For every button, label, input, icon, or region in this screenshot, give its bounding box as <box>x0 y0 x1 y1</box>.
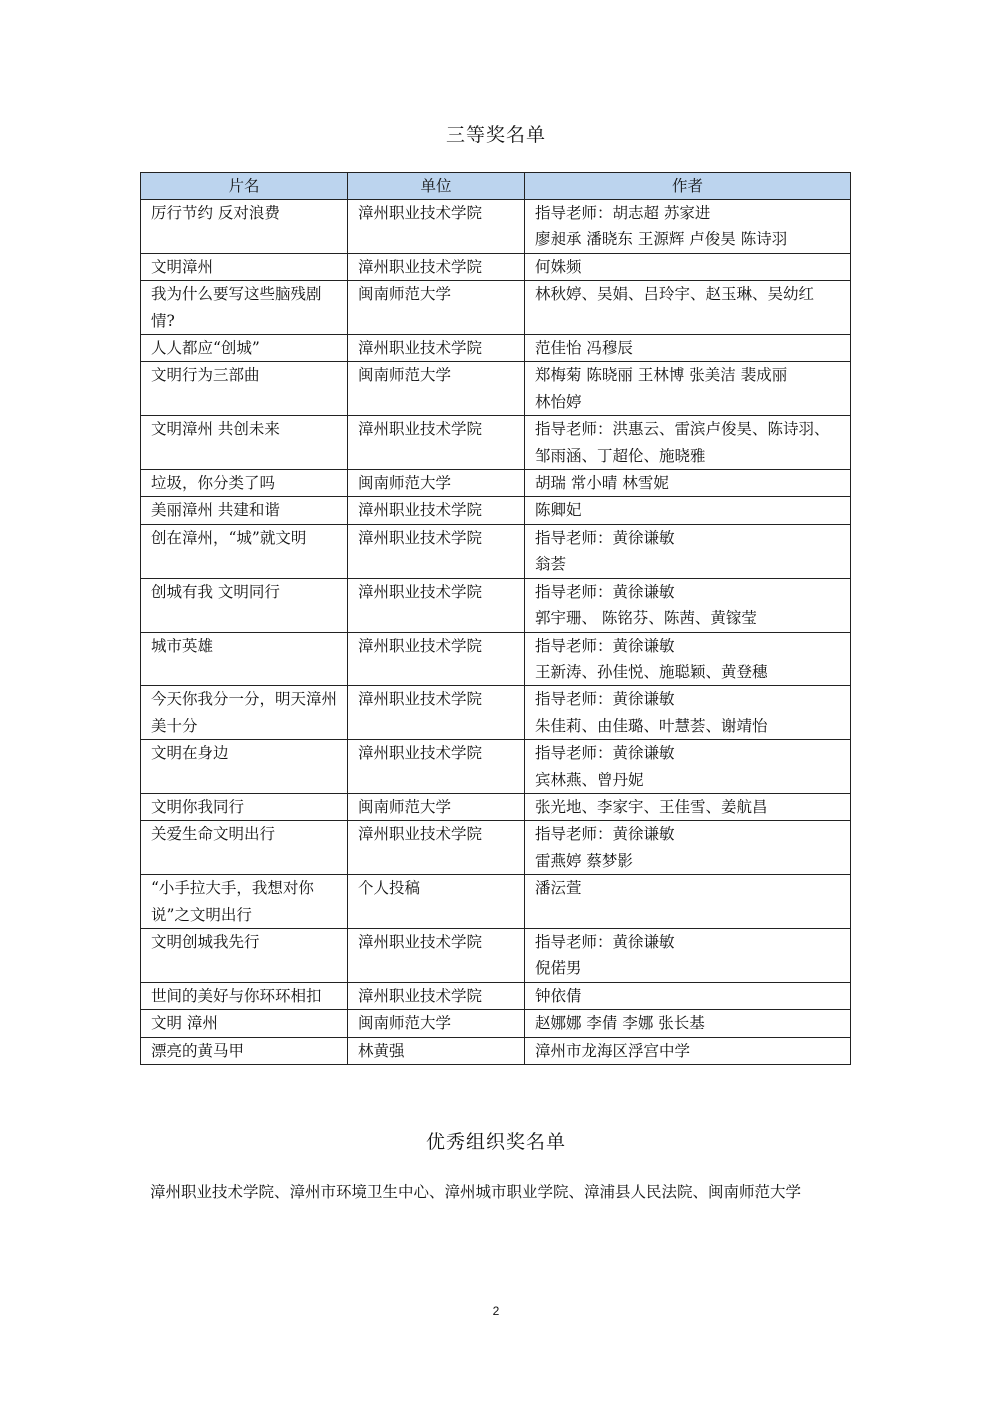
author-line: 指导老师：黄徐谦敏 <box>535 932 675 951</box>
cell-film-name: 文明漳州 共创未来 <box>141 416 348 470</box>
cell-authors <box>525 470 851 497</box>
table-row <box>141 335 851 362</box>
author-line: 翁荟 <box>535 555 567 574</box>
cell-unit: 漳州职业技术学院 <box>348 524 525 578</box>
cell-film-name: 厉行节约 反对浪费 <box>141 200 348 254</box>
table-row <box>141 821 851 875</box>
author-line: 指导老师：洪惠云、雷滨卢俊昊、陈诗羽、 <box>535 420 830 439</box>
cell-authors <box>525 740 851 794</box>
cell-authors <box>525 497 851 524</box>
author-line: 何姝频 <box>535 257 582 276</box>
author-line: 范佳怡 冯穆辰 <box>535 339 633 358</box>
cell-unit: 漳州职业技术学院 <box>348 686 525 740</box>
cell-film-name: “小手拉大手，我想对你说”之文明出行 <box>141 875 348 929</box>
table-row <box>141 982 851 1009</box>
cell-authors <box>525 281 851 335</box>
table-row <box>141 253 851 280</box>
third-prize-table <box>140 172 851 1065</box>
author-line: 胡瑞 常小晴 林雪妮 <box>535 474 669 493</box>
author-line: 朱佳莉、由佳璐、叶慧荟、谢靖怡 <box>535 716 768 735</box>
cell-authors <box>525 1010 851 1037</box>
author-line: 指导老师：黄徐谦敏 <box>535 825 675 844</box>
cell-authors <box>525 793 851 820</box>
table-row <box>141 578 851 632</box>
page-number: 2 <box>492 1304 500 1318</box>
cell-film-name: 创在漳州，“城”就文明 <box>141 524 348 578</box>
cell-authors <box>525 362 851 416</box>
cell-unit: 闽南师范大学 <box>348 470 525 497</box>
author-line: 指导老师：黄徐谦敏 <box>535 744 675 763</box>
table-row <box>141 200 851 254</box>
author-line: 陈卿妃 <box>535 501 582 520</box>
author-line: 指导老师：黄徐谦敏 <box>535 636 675 655</box>
cell-authors <box>525 821 851 875</box>
author-line: 宾林燕、曾丹妮 <box>535 770 644 789</box>
cell-film-name: 人人都应“创城” <box>141 335 348 362</box>
cell-unit: 漳州职业技术学院 <box>348 740 525 794</box>
cell-film-name: 文明在身边 <box>141 740 348 794</box>
cell-authors <box>525 1037 851 1064</box>
cell-unit: 闽南师范大学 <box>348 1010 525 1037</box>
cell-film-name: 我为什么要写这些脑残剧情? <box>141 281 348 335</box>
cell-unit: 林黄强 <box>348 1037 525 1064</box>
author-line: 王新涛、孙佳悦、施聪颖、黄登穗 <box>535 662 768 681</box>
cell-authors <box>525 686 851 740</box>
table-row <box>141 362 851 416</box>
organization-list: 漳州职业技术学院、漳州市环境卫生中心、漳州城市职业学院、漳浦县人民法院、闽南师范大学 <box>150 1183 802 1201</box>
cell-film-name: 文明你我同行 <box>141 793 348 820</box>
author-line: 潘沄萱 <box>535 879 582 898</box>
author-line: 林秋婷、吴娟、吕玲宇、赵玉琳、吴幼红 <box>535 285 815 304</box>
author-line: 邹雨涵、丁超伦、施晓雅 <box>535 446 706 465</box>
table-row <box>141 470 851 497</box>
cell-unit: 闽南师范大学 <box>348 281 525 335</box>
cell-film-name: 文明 漳州 <box>141 1010 348 1037</box>
cell-unit: 漳州职业技术学院 <box>348 632 525 686</box>
cell-film-name: 创城有我 文明同行 <box>141 578 348 632</box>
table-row <box>141 686 851 740</box>
cell-film-name: 文明漳州 <box>141 253 348 280</box>
cell-authors <box>525 632 851 686</box>
table-header-row <box>141 173 851 200</box>
table-row <box>141 1037 851 1064</box>
cell-unit: 个人投稿 <box>348 875 525 929</box>
cell-unit: 漳州职业技术学院 <box>348 982 525 1009</box>
author-line: 漳州市龙海区浮宫中学 <box>535 1041 691 1060</box>
cell-unit: 闽南师范大学 <box>348 362 525 416</box>
table-row <box>141 632 851 686</box>
header-author: 作者 <box>525 173 851 200</box>
cell-unit: 漳州职业技术学院 <box>348 335 525 362</box>
cell-unit: 漳州职业技术学院 <box>348 497 525 524</box>
table-row <box>141 740 851 794</box>
table-row <box>141 875 851 929</box>
cell-unit: 闽南师范大学 <box>348 793 525 820</box>
cell-film-name: 今天你我分一分，明天漳州美十分 <box>141 686 348 740</box>
cell-film-name: 垃圾，你分类了吗 <box>141 470 348 497</box>
cell-authors <box>525 200 851 254</box>
cell-film-name: 漂亮的黄马甲 <box>141 1037 348 1064</box>
author-line: 林怡婷 <box>535 392 582 411</box>
cell-film-name: 美丽漳州 共建和谐 <box>141 497 348 524</box>
author-line: 钟依倩 <box>535 986 582 1005</box>
organization-prize-title: 优秀组织奖名单 <box>425 1131 566 1153</box>
cell-film-name: 文明行为三部曲 <box>141 362 348 416</box>
cell-authors <box>525 875 851 929</box>
cell-authors <box>525 524 851 578</box>
cell-unit: 漳州职业技术学院 <box>348 416 525 470</box>
table-row <box>141 497 851 524</box>
author-line: 赵娜娜 李倩 李娜 张长基 <box>535 1014 705 1033</box>
cell-film-name: 世间的美好与你环环相扣 <box>141 982 348 1009</box>
cell-unit: 漳州职业技术学院 <box>348 578 525 632</box>
cell-unit: 漳州职业技术学院 <box>348 200 525 254</box>
author-line: 指导老师：黄徐谦敏 <box>535 528 675 547</box>
table-row <box>141 524 851 578</box>
author-line: 指导老师：黄徐谦敏 <box>535 690 675 709</box>
author-line: 倪偌男 <box>535 959 582 978</box>
author-line: 廖昶承 潘晓东 王源辉 卢俊昊 陈诗羽 <box>535 230 788 249</box>
table-row <box>141 928 851 982</box>
table-row <box>141 281 851 335</box>
author-line: 郭宇珊、 陈铭芬、陈茜、黄镓莹 <box>535 609 757 628</box>
table-row <box>141 793 851 820</box>
author-line: 张光地、李家宇、王佳雪、姜航昌 <box>535 797 768 816</box>
cell-unit: 漳州职业技术学院 <box>348 928 525 982</box>
third-prize-title: 三等奖名单 <box>445 124 546 146</box>
cell-authors <box>525 578 851 632</box>
table-row <box>141 1010 851 1037</box>
author-line: 雷燕婷 蔡梦影 <box>535 851 633 870</box>
table-row <box>141 416 851 470</box>
cell-authors <box>525 335 851 362</box>
cell-authors <box>525 416 851 470</box>
cell-film-name: 城市英雄 <box>141 632 348 686</box>
header-unit: 单位 <box>348 173 525 200</box>
cell-film-name: 关爱生命文明出行 <box>141 821 348 875</box>
cell-unit: 漳州职业技术学院 <box>348 253 525 280</box>
author-line: 指导老师：胡志超 苏家进 <box>535 204 711 222</box>
cell-authors <box>525 982 851 1009</box>
cell-authors <box>525 253 851 280</box>
cell-film-name: 文明创城我先行 <box>141 928 348 982</box>
table-body <box>141 200 851 1065</box>
cell-unit: 漳州职业技术学院 <box>348 821 525 875</box>
header-film-name: 片名 <box>141 173 348 200</box>
author-line: 郑梅菊 陈晓丽 王林博 张美洁 裴成丽 <box>535 366 788 385</box>
author-line: 指导老师：黄徐谦敏 <box>535 582 675 601</box>
cell-authors <box>525 928 851 982</box>
